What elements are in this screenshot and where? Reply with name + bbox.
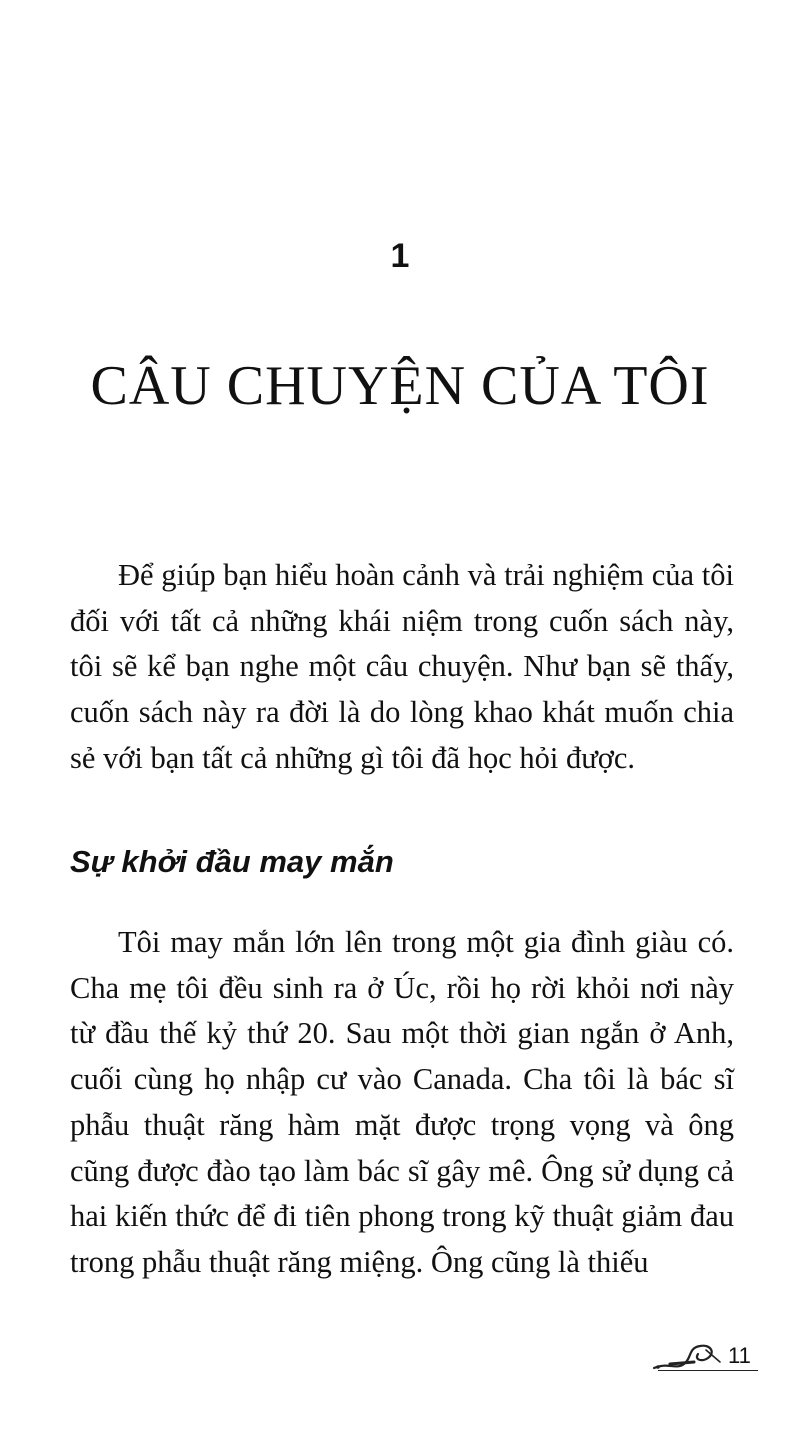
intro-paragraph: Để giúp bạn hiểu hoàn cảnh và trải nghiệm của tôi đối với tất cả những khái niệm trong cuốn sách này, tôi sẽ kể bạn nghe một câu chuyện. Như bạn sẽ thấy, cuốn sách này ra đời là do lòng khao khát muốn chia sẻ với bạn tất cả những gì tôi đã học hỏi được.: [70, 558, 734, 775]
body-paragraph: Tôi may mắn lớn lên trong một gia đình giàu có. Cha mẹ tôi đều sinh ra ở Úc, rồi họ rời khỏi nơi này từ đầu thế kỷ thứ 20. Sau một thời gian ngắn ở Anh, cuối cùng họ nhập cư vào Canada. Cha tôi là bác sĩ phẫu thuật răng hàm mặt được trọng vọng và ông cũng được đào tạo làm bác sĩ gây mê. Ông sử dụng cả hai kiến thức để đi tiên phong trong kỹ thuật giảm đau trong phẫu thuật răng miệng. Ông cũng là thiếu: [70, 925, 734, 1279]
section-heading: Sự khởi đầu may mắn: [70, 844, 394, 879]
footer-rule: [658, 1370, 758, 1371]
flourish-icon: [650, 1340, 730, 1372]
page-number: 11: [728, 1343, 751, 1368]
page-footer: [640, 1336, 760, 1376]
chapter-title: CÂU CHUYỆN CỦA TÔI: [90, 355, 710, 417]
chapter-number: 1: [390, 237, 410, 275]
